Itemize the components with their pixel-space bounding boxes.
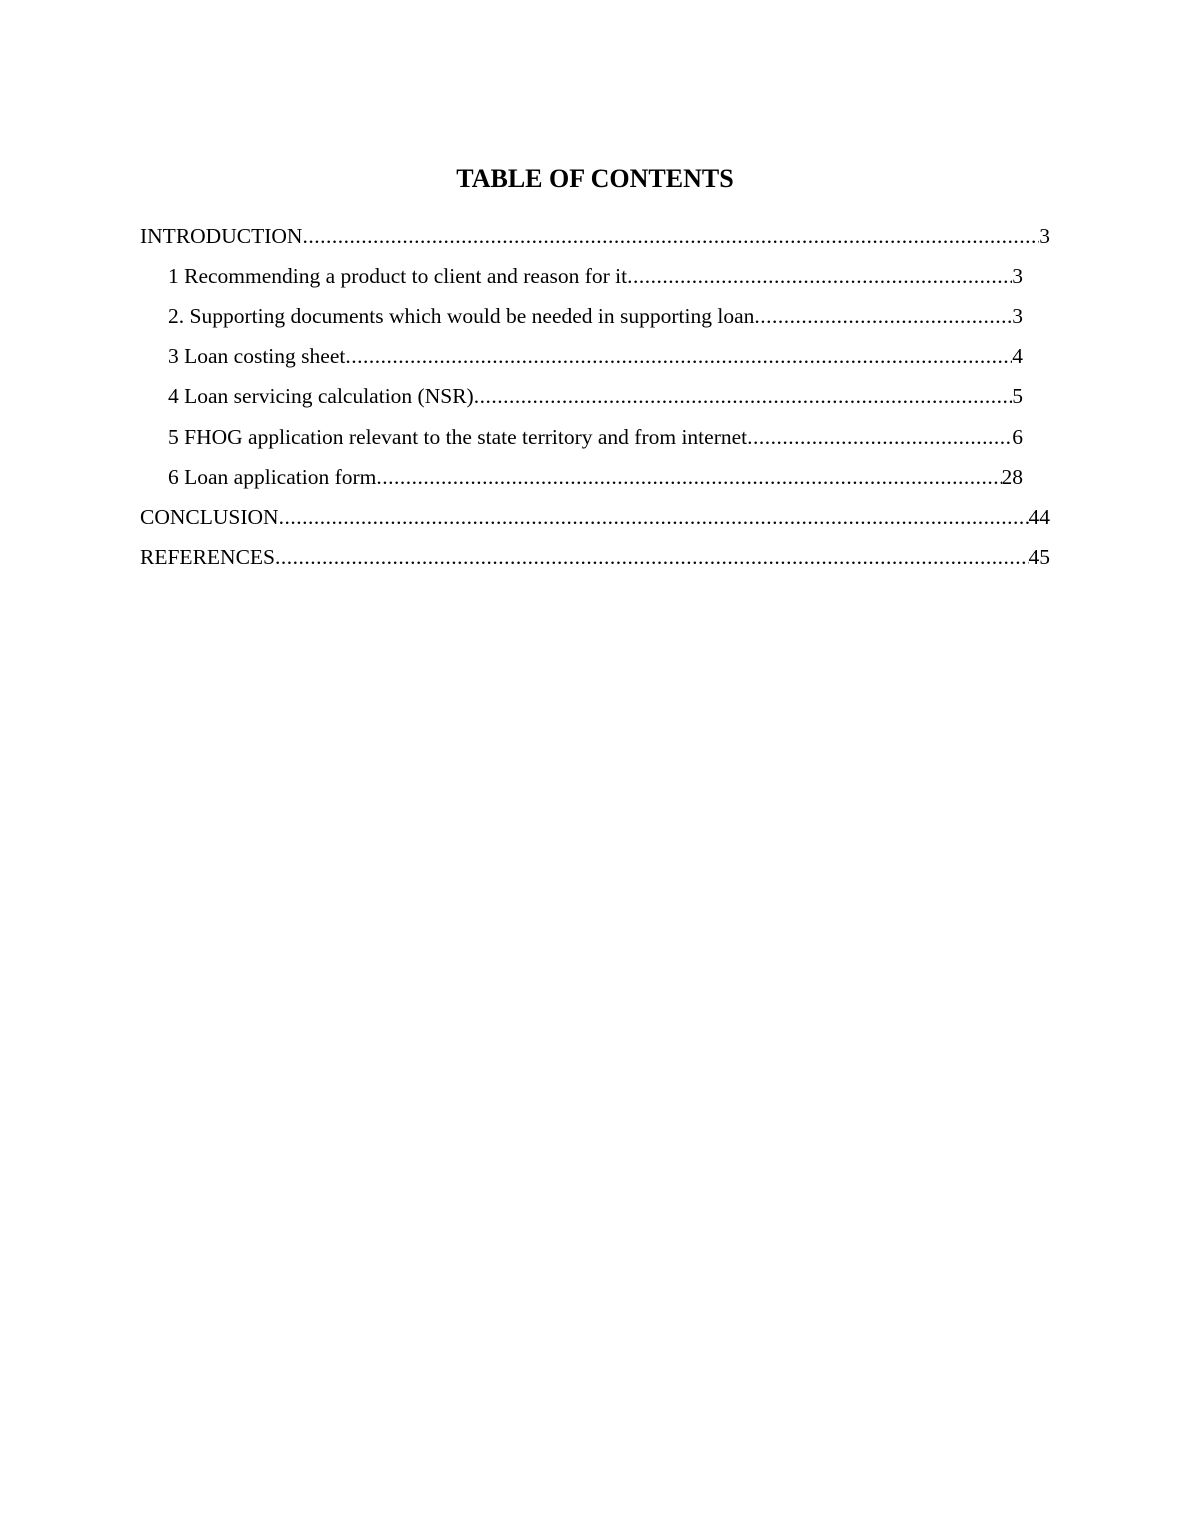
toc-entry-supporting-documents[interactable] [168, 301, 1023, 331]
toc-entry-page-number: 4 [1012, 344, 1023, 368]
toc-entry-loan-servicing-calculation[interactable] [168, 381, 1023, 411]
toc-entry-page-number: 28 [1001, 465, 1023, 489]
toc-entry-page-number: 3 [1012, 304, 1023, 328]
toc-entry-page-number: 3 [1039, 224, 1050, 248]
dot-leader [376, 462, 1001, 492]
dot-leader [754, 301, 1012, 331]
toc-entry-label: 6 Loan application form [168, 465, 377, 489]
dot-leader [275, 542, 1029, 572]
toc-entry-conclusion[interactable] [140, 502, 1050, 532]
toc-entry-page-number: 6 [1012, 425, 1023, 449]
toc-entry-label: 1 Recommending a product to client and reason for it [168, 264, 628, 288]
toc-entry-label: 3 Loan costing sheet [168, 344, 346, 368]
toc-entry-loan-application-form[interactable] [168, 462, 1023, 492]
dot-leader [627, 261, 1012, 291]
dot-leader [747, 422, 1012, 452]
toc-entry-introduction[interactable] [140, 221, 1050, 251]
toc-entry-page-number: 44 [1028, 505, 1050, 529]
toc-entry-label: INTRODUCTION [140, 224, 303, 248]
dot-leader [279, 502, 1029, 532]
dot-leader [474, 381, 1013, 411]
dot-leader [302, 221, 1039, 251]
toc-entry-references[interactable] [140, 542, 1050, 572]
toc-entry-page-number: 3 [1012, 264, 1023, 288]
toc-entry-label: CONCLUSION [140, 505, 279, 529]
toc-entry-fhog-application[interactable] [168, 422, 1023, 452]
toc-entry-label: 2. Supporting documents which would be needed in supporting loan [168, 304, 755, 328]
toc-entry-loan-costing-sheet[interactable] [168, 341, 1023, 371]
toc-entry-label: 4 Loan servicing calculation (NSR) [168, 384, 474, 408]
page-title: TABLE OF CONTENTS [456, 164, 734, 193]
toc-entry-recommending-product[interactable] [168, 261, 1023, 291]
toc-entry-label: REFERENCES [140, 545, 275, 569]
toc-entry-page-number: 5 [1012, 384, 1023, 408]
dot-leader [345, 341, 1012, 371]
toc-entry-label: 5 FHOG application relevant to the state territory and from internet [168, 425, 748, 449]
toc-entry-page-number: 45 [1028, 545, 1050, 569]
